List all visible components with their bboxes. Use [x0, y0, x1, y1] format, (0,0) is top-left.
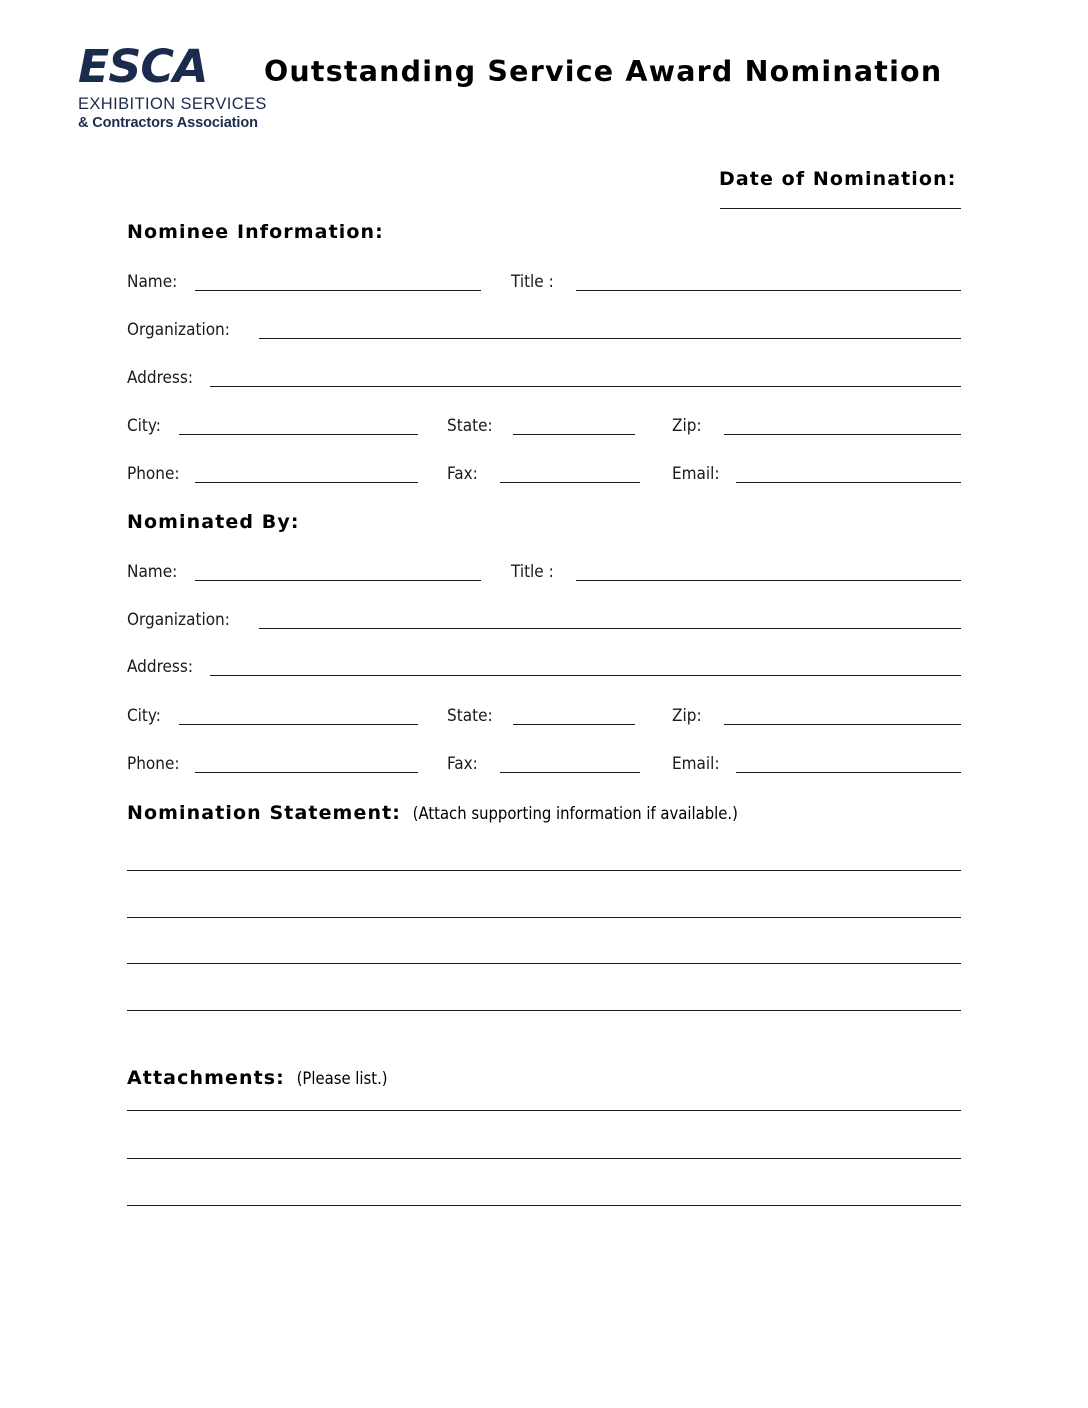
nominator-organization-label: Organization:	[127, 610, 230, 630]
nominee-email-label: Email:	[672, 464, 720, 484]
nominee-phone-label: Phone:	[127, 464, 180, 484]
nominator-address-input[interactable]	[210, 675, 961, 676]
nomination-statement-line[interactable]	[127, 917, 961, 918]
nominator-city-label: City:	[127, 706, 161, 726]
nomination-statement-label: Nomination Statement:	[127, 802, 401, 824]
attachments-line[interactable]	[127, 1205, 961, 1206]
nomination-statement-line[interactable]	[127, 1010, 961, 1011]
nominator-state-label: State:	[447, 706, 493, 726]
nominee-email-input[interactable]	[736, 482, 961, 483]
nominee-address-input[interactable]	[210, 386, 961, 387]
nominee-city-input[interactable]	[179, 434, 418, 435]
section-heading-nominee: Nominee Information:	[127, 221, 384, 243]
section-heading-nominated-by: Nominated By:	[127, 511, 300, 533]
nominee-fax-input[interactable]	[500, 482, 640, 483]
nominator-state-input[interactable]	[513, 724, 635, 725]
logo-tagline-primary: EXHIBITION SERVICES	[78, 95, 267, 113]
nominator-organization-input[interactable]	[259, 628, 961, 629]
nominator-name-label: Name:	[127, 562, 178, 582]
nominator-phone-label: Phone:	[127, 754, 180, 774]
nominator-phone-input[interactable]	[195, 772, 418, 773]
nominee-organization-label: Organization:	[127, 320, 230, 340]
nominee-title-label: Title :	[511, 272, 554, 292]
nominee-city-label: City:	[127, 416, 161, 436]
nomination-statement-line[interactable]	[127, 870, 961, 871]
nominator-title-label: Title :	[511, 562, 554, 582]
nominee-zip-label: Zip:	[672, 416, 702, 436]
attachments-note: (Please list.)	[296, 1069, 388, 1088]
nominator-email-label: Email:	[672, 754, 720, 774]
nominator-city-input[interactable]	[179, 724, 418, 725]
nominee-title-input[interactable]	[576, 290, 961, 291]
nominee-name-input[interactable]	[195, 290, 481, 291]
nominee-state-input[interactable]	[513, 434, 635, 435]
page-title: Outstanding Service Award Nomination	[264, 55, 943, 88]
attachments-line[interactable]	[127, 1158, 961, 1159]
logo-wordmark: ESCA	[78, 40, 208, 93]
nominee-zip-input[interactable]	[724, 434, 961, 435]
section-heading-attachments	[127, 1067, 388, 1089]
nominator-zip-label: Zip:	[672, 706, 702, 726]
nominator-name-input[interactable]	[195, 580, 481, 581]
nominee-state-label: State:	[447, 416, 493, 436]
nominee-organization-input[interactable]	[259, 338, 961, 339]
nomination-statement-note: (Attach supporting information if available.)	[412, 804, 738, 823]
nominator-title-input[interactable]	[576, 580, 961, 581]
nomination-statement-line[interactable]	[127, 963, 961, 964]
logo-tagline-secondary: & Contractors Association	[78, 115, 258, 131]
nominator-address-label: Address:	[127, 657, 193, 677]
esca-logo	[78, 40, 267, 132]
date-of-nomination-label: Date of Nomination:	[719, 168, 957, 190]
nominator-email-input[interactable]	[736, 772, 961, 773]
nominator-fax-label: Fax:	[447, 754, 478, 774]
section-heading-nomination-statement	[127, 802, 738, 824]
attachments-label: Attachments:	[127, 1067, 285, 1089]
nominee-address-label: Address:	[127, 368, 193, 388]
nominee-fax-label: Fax:	[447, 464, 478, 484]
nominee-phone-input[interactable]	[195, 482, 418, 483]
date-of-nomination-input[interactable]	[720, 208, 961, 209]
attachments-line[interactable]	[127, 1110, 961, 1111]
nominator-fax-input[interactable]	[500, 772, 640, 773]
nominator-zip-input[interactable]	[724, 724, 961, 725]
nominee-name-label: Name:	[127, 272, 178, 292]
